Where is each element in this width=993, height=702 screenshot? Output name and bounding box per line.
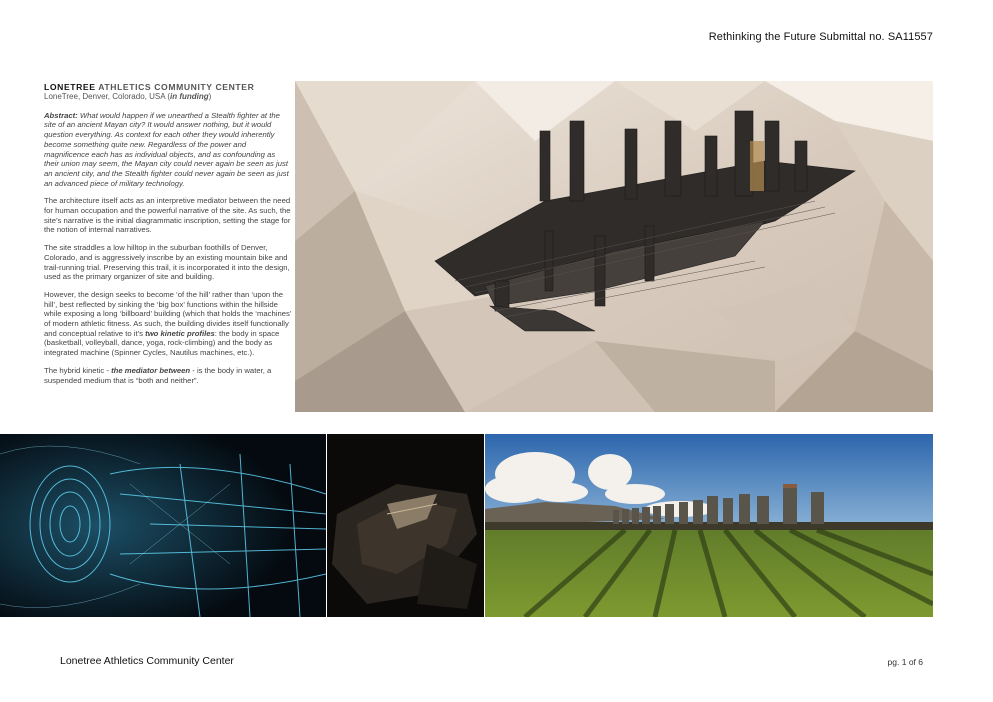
paragraph-4-b: - is the body in water, a suspended medium that is “both and neither”.: [44, 365, 272, 385]
page-number: pg. 1 of 6: [887, 657, 923, 667]
paragraph-2: The site straddles a low hilltop in the suburban foothills of Denver, Colorado, and is aggressively inscribe by an existing mountain bike and trail-running trial. Preserving this trail, it is incorporated it into the design, used as the primary organizer of site and building.: [44, 243, 290, 282]
hero-render-image: [295, 81, 933, 412]
location-close: ): [208, 92, 212, 101]
easter-island-scene: [485, 434, 933, 617]
paragraph-3-a: However, the design seeks to become ‘of the hill’ rather than ‘upon the hill’, best reflected by sinking the ‘big box’ functions within the hillside while exposing a long ‘billboard’ building (which that holds the ‘machines’ of modern athletic fitness. As such, the building divides itself functionally and conceptual relative to it’s: [44, 289, 292, 338]
moai-landscape-photo: [485, 434, 933, 617]
project-title-bold: LONETREE: [44, 82, 96, 92]
stealth-wireframe-image: [0, 434, 326, 617]
paragraph-3-b: : the body in space (basketball, volleyball, dance, yoga, rock-climbing) and the body as integrated machine (Spinner Cycles, Nautilus machines, etc.).: [44, 328, 280, 358]
funding-status: in funding: [170, 92, 209, 101]
paragraph-3-emphasis: two kinetic profiles: [145, 328, 215, 338]
abstract-text: What would happen if we unearthed a Stealth fighter at the site of an ancient Mayan city? It would answer nothing, but it would question everything. As context for each other they would inherently become something quite new. Regardless of the power and magnificence each has as individual objects, and as confounding as their union may seem, the Mayan city could never again be seen as just an ancient city, and the Stealth fighter could never again be seen as just an advanced piece of military technology.: [44, 110, 289, 188]
paragraph-4-a: The hybrid kinetic -: [44, 365, 112, 375]
wireframe-render: [0, 434, 326, 617]
abstract-paragraph: [44, 111, 292, 189]
project-text-column: [44, 82, 292, 393]
project-title-rest: ATHLETICS COMMUNITY CENTER: [95, 82, 255, 92]
submittal-title: Rethinking the Future Submittal no. SA11557: [708, 31, 933, 43]
paragraph-4: [44, 366, 292, 385]
paragraph-4-emphasis: the mediator between: [111, 365, 191, 375]
paragraph-1: The architecture itself acts as an interpretive mediator between the need for human occupation and the powerful narrative of the site. As such, the site’s narrative is the initial diagrammatic inscription, setting the stage for the notion of internal narratives.: [44, 196, 291, 235]
paragraph-3: [44, 290, 292, 358]
project-location: [44, 92, 292, 102]
location-text: LoneTree, Denver, Colorado, USA (: [44, 92, 170, 101]
abstract-label: Abstract:: [44, 110, 78, 120]
faceted-cave-render: [295, 81, 933, 412]
footer-project-title: Lonetree Athletics Community Center: [60, 655, 234, 667]
dark-artifact-render: [327, 434, 484, 617]
artifact-image: [327, 434, 484, 617]
project-title: [44, 82, 292, 92]
